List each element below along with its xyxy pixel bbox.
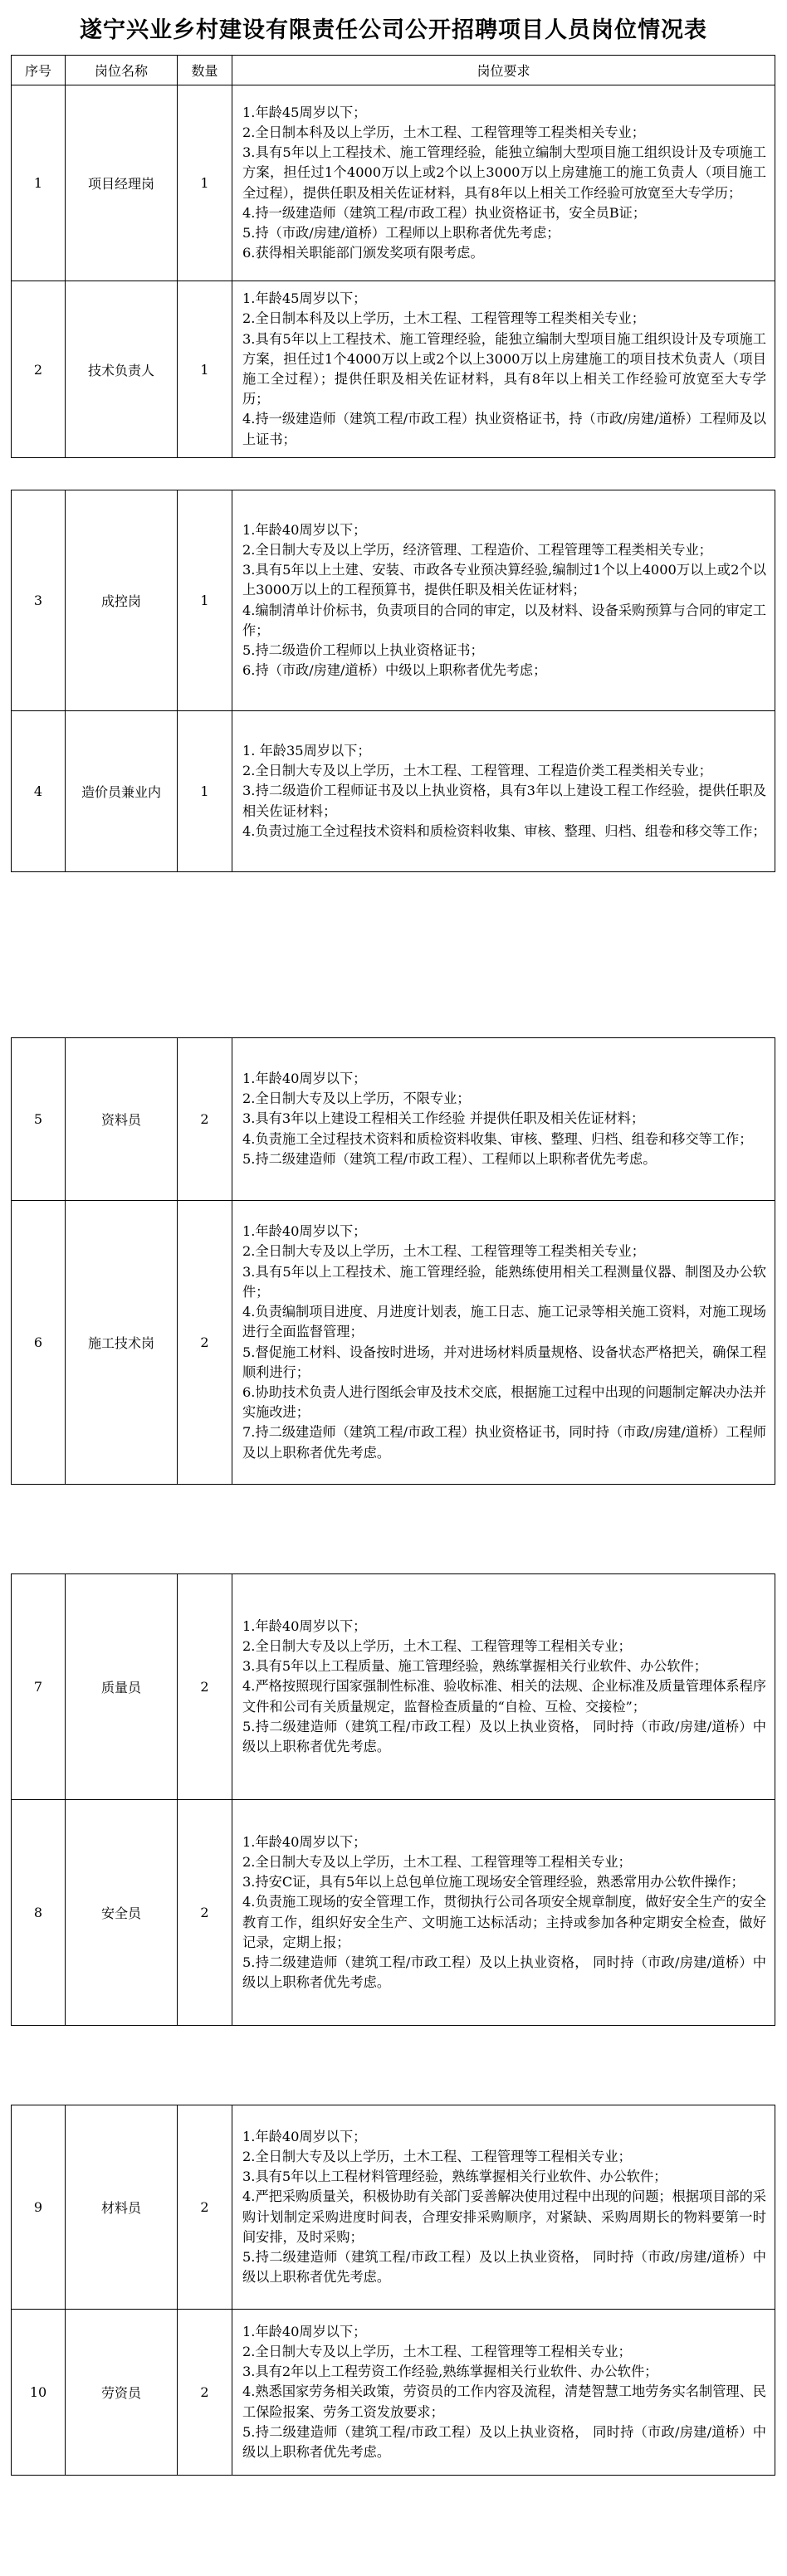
requirement-line: 3.具有5年以上工程质量、施工管理经验，熟练掌握相关行业软件、办公软件； xyxy=(242,1658,707,1675)
requirement-line: 2.全日制大专及以上学历，不限专业； xyxy=(242,1090,471,1107)
position-number: 10 xyxy=(12,2310,66,2476)
requirement-line: 6.获得相关职能部门颁发奖项有限考虑。 xyxy=(242,245,484,261)
requirement-line: 1. 年龄35周岁以下； xyxy=(242,742,371,759)
position-name: 劳资员 xyxy=(66,2310,178,2476)
position-count: 2 xyxy=(178,2310,232,2476)
requirement-line: 1.年龄40周岁以下； xyxy=(242,1617,367,1634)
position-requirements xyxy=(232,1574,775,1800)
position-count: 1 xyxy=(178,490,232,711)
requirement-line: 2.全日制大专及以上学历，土木工程、工程管理等工程相关专业； xyxy=(242,1637,632,1654)
position-count: 1 xyxy=(178,85,232,281)
requirement-line: 2.全日制大专及以上学历，土木工程、工程管理、工程造价类工程类相关专业； xyxy=(242,763,712,779)
requirement-line: 3.具有2年以上工程劳资工作经验,熟练掌握相关行业软件、办公软件； xyxy=(242,2364,658,2380)
position-count: 2 xyxy=(178,1574,232,1800)
requirement-line: 4.编制清单计价标书，负责项目的合同的审定，以及材料、设备采购预算与合同的审定工作； xyxy=(242,602,766,638)
positions-table xyxy=(11,2105,775,2476)
requirement-line: 3.具有3年以上建设工程相关工作经验 并提供任职及相关佐证材料； xyxy=(242,1110,645,1127)
requirement-line: 5.持二级建造师（建筑工程/市政工程）及以上执业资格， 同时持（市政/房建/道桥）中级以上职称者优先考虑。 xyxy=(242,2423,766,2460)
table-row xyxy=(12,85,775,281)
requirement-line: 4.负责施工全过程技术资料和质检资料收集、审核、整理、归档、组卷和移交等工作； xyxy=(242,1130,753,1147)
header-name: 岗位名称 xyxy=(66,56,178,85)
position-number: 2 xyxy=(12,281,66,458)
position-number: 9 xyxy=(12,2105,66,2310)
requirement-line: 2.全日制本科及以上学历，土木工程、工程管理等工程类相关专业； xyxy=(242,310,645,327)
position-number: 4 xyxy=(12,711,66,872)
requirement-line: 1.年龄40周岁以下； xyxy=(242,2128,367,2144)
table-page-5 xyxy=(11,2105,775,2476)
requirement-line: 1.年龄45周岁以下； xyxy=(242,290,367,307)
position-name: 造价员兼业内 xyxy=(66,711,178,872)
header-req: 岗位要求 xyxy=(232,56,775,85)
requirement-line: 2.全日制大专及以上学历，经济管理、工程造价、工程管理等工程类相关专业； xyxy=(242,541,712,558)
position-requirements xyxy=(232,1038,775,1201)
table-row xyxy=(12,1800,775,2026)
requirement-line: 3.具有5年以上工程技术、施工管理经验，能独立编制大型项目施工组织设计及专项施工方案，担任过1个4000万以上或2个以上3000万以上房建施工的施工负责人（项目施工全过程），提供任职及相关佐证材料，具有8年以上相关工作经验可放宽至大专学历； xyxy=(242,144,766,201)
position-requirements xyxy=(232,490,775,711)
position-number: 7 xyxy=(12,1574,66,1800)
position-name: 安全员 xyxy=(66,1800,178,2026)
table-row xyxy=(12,1574,775,1800)
header-count: 数量 xyxy=(178,56,232,85)
position-requirements xyxy=(232,1201,775,1485)
requirement-line: 4.负责编制项目进度、月进度计划表，施工日志、施工记录等相关施工资料，对施工现场进行全面监督管理； xyxy=(242,1304,766,1340)
table-page-3 xyxy=(11,1037,775,1485)
position-count: 1 xyxy=(178,711,232,872)
position-count: 2 xyxy=(178,1800,232,2026)
table-row xyxy=(12,2105,775,2310)
requirement-line: 3.具有5年以上工程技术、施工管理经验，能独立编制大型项目施工组织设计及专项施工方案，担任过1个4000万以上或2个以上3000万以上房建施工的项目技术负责人（项目施工全过程）；提供任职及相关佐证材料，具有8年以上相关工作经验可放宽至大专学历； xyxy=(242,330,766,407)
requirement-line: 1.年龄40周岁以下； xyxy=(242,1070,367,1086)
position-name: 材料员 xyxy=(66,2105,178,2310)
position-name: 质量员 xyxy=(66,1574,178,1800)
position-requirements xyxy=(232,85,775,281)
table-row xyxy=(12,711,775,872)
requirement-line: 2.全日制大专及以上学历，土木工程、工程管理等工程相关专业； xyxy=(242,2343,632,2359)
requirement-line: 2.全日制大专及以上学历，土木工程、工程管理等工程类相关专业； xyxy=(242,1243,645,1260)
requirement-line: 4.负责施工现场的安全管理工作，贯彻执行公司各项安全规章制度，做好安全生产的安全教育工作，组织好安全生产、文明施工达标活动；主持或参加各种定期安全检查，做好记录，定期上报； xyxy=(242,1894,766,1950)
position-count: 2 xyxy=(178,1038,232,1201)
position-count: 2 xyxy=(178,1201,232,1485)
requirement-line: 1.年龄45周岁以下； xyxy=(242,104,367,120)
page-title: 遂宁兴业乡村建设有限责任公司公开招聘项目人员岗位情况表 xyxy=(80,17,707,43)
requirement-line: 5.持二级建造师（建筑工程/市政工程）及以上执业资格， 同时持（市政/房建/道桥）中级以上职称者优先考虑。 xyxy=(242,2248,766,2286)
requirement-line: 1.年龄40周岁以下； xyxy=(242,2323,367,2339)
requirement-line: 6.持（市政/房建/道桥）中级以上职称者优先考虑； xyxy=(242,662,547,679)
position-requirements xyxy=(232,711,775,872)
position-name: 项目经理岗 xyxy=(66,85,178,281)
requirement-line: 2.全日制本科及以上学历，土木工程、工程管理等工程类相关专业； xyxy=(242,124,645,140)
requirement-line: 2.全日制大专及以上学历，土木工程、工程管理等工程相关专业； xyxy=(242,2148,632,2164)
position-name: 施工技术岗 xyxy=(66,1201,178,1485)
requirement-line: 4.熟悉国家劳务相关政策，劳资员的工作内容及流程，清楚智慧工地劳务实名制管理、民工保险报案、劳务工资发放要求； xyxy=(242,2383,766,2420)
position-number: 5 xyxy=(12,1038,66,1201)
requirement-line: 3.持安C证，具有5年以上总包单位施工现场安全管理经验，熟悉常用办公软件操作； xyxy=(242,1874,745,1891)
requirement-line: 1.年龄40周岁以下； xyxy=(242,1833,367,1850)
requirement-line: 5.持二级造价工程师以上执业资格证书； xyxy=(242,642,484,658)
position-number: 3 xyxy=(12,490,66,711)
positions-table xyxy=(11,55,775,458)
requirement-line: 3.具有5年以上工程材料管理经验，熟练掌握相关行业软件、办公软件； xyxy=(242,2169,667,2185)
requirement-line: 4.严把采购质量关，积极协助有关部门妥善解决使用过程中出现的问题；根据项目部的采购计划制定采购进度时间表，合理安排采购顺序，对紧缺、采购周期长的物料要第一时间安排，及时采购； xyxy=(242,2188,766,2245)
table-row xyxy=(12,490,775,711)
position-requirements xyxy=(232,2310,775,2476)
requirement-line: 1.年龄40周岁以下； xyxy=(242,1223,367,1240)
position-count: 2 xyxy=(178,2105,232,2310)
table-row xyxy=(12,1201,775,1485)
position-name: 技术负责人 xyxy=(66,281,178,458)
table-page-4 xyxy=(11,1573,775,2026)
requirement-line: 4.持一级建造师（建筑工程/市政工程）执业资格证书，安全员B证； xyxy=(242,204,647,221)
requirement-line: 4.严格按照现行国家强制性标准、验收标准、相关的法规、企业标准及质量管理体系程序文件和公司有关质量规定，监督检查质量的“自检、互检、交接检”； xyxy=(242,1678,766,1715)
position-number: 1 xyxy=(12,85,66,281)
requirement-line: 5.持二级建造师（建筑工程/市政工程）、工程师以上职称者优先考虑。 xyxy=(242,1150,657,1167)
requirement-line: 3.具有5年以上土建、安装、市政各专业预决算经验,编制过1个以上4000万以上或2个以上3000万以上的工程预算书，提供任职及相关佐证材料； xyxy=(242,562,766,598)
requirement-line: 5.督促施工材料、设备按时进场，并对进场材料质量规格、设备状态严格把关，确保工程顺利进行； xyxy=(242,1344,766,1380)
requirement-line: 5.持（市政/房建/道桥）工程师以上职称者优先考虑； xyxy=(242,224,560,241)
table-row xyxy=(12,281,775,458)
header-no: 序号 xyxy=(12,56,66,85)
table-row xyxy=(12,2310,775,2476)
positions-table xyxy=(11,1573,775,2026)
positions-table xyxy=(11,1037,775,1485)
requirement-line: 4.负责过施工全过程技术资料和质检资料收集、审核、整理、归档、组卷和移交等工作； xyxy=(242,822,766,839)
requirement-line: 5.持二级建造师（建筑工程/市政工程）及以上执业资格， 同时持（市政/房建/道桥）中级以上职称者优先考虑。 xyxy=(242,1954,766,1991)
position-number: 6 xyxy=(12,1201,66,1485)
requirement-line: 6.协助技术负责人进行图纸会审及技术交底，根据施工过程中出现的问题制定解决办法并实施改进； xyxy=(242,1383,766,1421)
position-name: 资料员 xyxy=(66,1038,178,1201)
position-requirements xyxy=(232,2105,775,2310)
position-name: 成控岗 xyxy=(66,490,178,711)
requirement-line: 5.持二级建造师（建筑工程/市政工程）及以上执业资格， 同时持（市政/房建/道桥）中级以上职称者优先考虑。 xyxy=(242,1718,766,1754)
requirement-line: 3.具有5年以上工程技术、施工管理经验，能熟练使用相关工程测量仪器、制图及办公软件； xyxy=(242,1263,766,1300)
requirement-line: 7.持二级建造师（建筑工程/市政工程）执业资格证书，同时持（市政/房建/道桥）工程师及以上职称者优先考虑。 xyxy=(242,1424,766,1461)
requirement-line: 1.年龄40周岁以下； xyxy=(242,521,367,538)
table-page-1 xyxy=(11,55,775,458)
table-header-row xyxy=(12,56,775,85)
position-requirements xyxy=(232,1800,775,2026)
position-requirements xyxy=(232,281,775,458)
positions-table xyxy=(11,490,775,872)
requirement-line: 2.全日制大专及以上学历，土木工程、工程管理等工程相关专业； xyxy=(242,1853,632,1870)
requirement-line: 3.持二级造价工程师证书及以上执业资格，具有3年以上建设工程工作经验，提供任职及相关佐证材料； xyxy=(242,783,766,819)
table-row xyxy=(12,1038,775,1201)
table-page-2 xyxy=(11,490,775,872)
requirement-line: 4.持一级建造师（建筑工程/市政工程）执业资格证书，持（市政/房建/道桥）工程师及以上证书； xyxy=(242,411,766,447)
position-number: 8 xyxy=(12,1800,66,2026)
position-count: 1 xyxy=(178,281,232,458)
